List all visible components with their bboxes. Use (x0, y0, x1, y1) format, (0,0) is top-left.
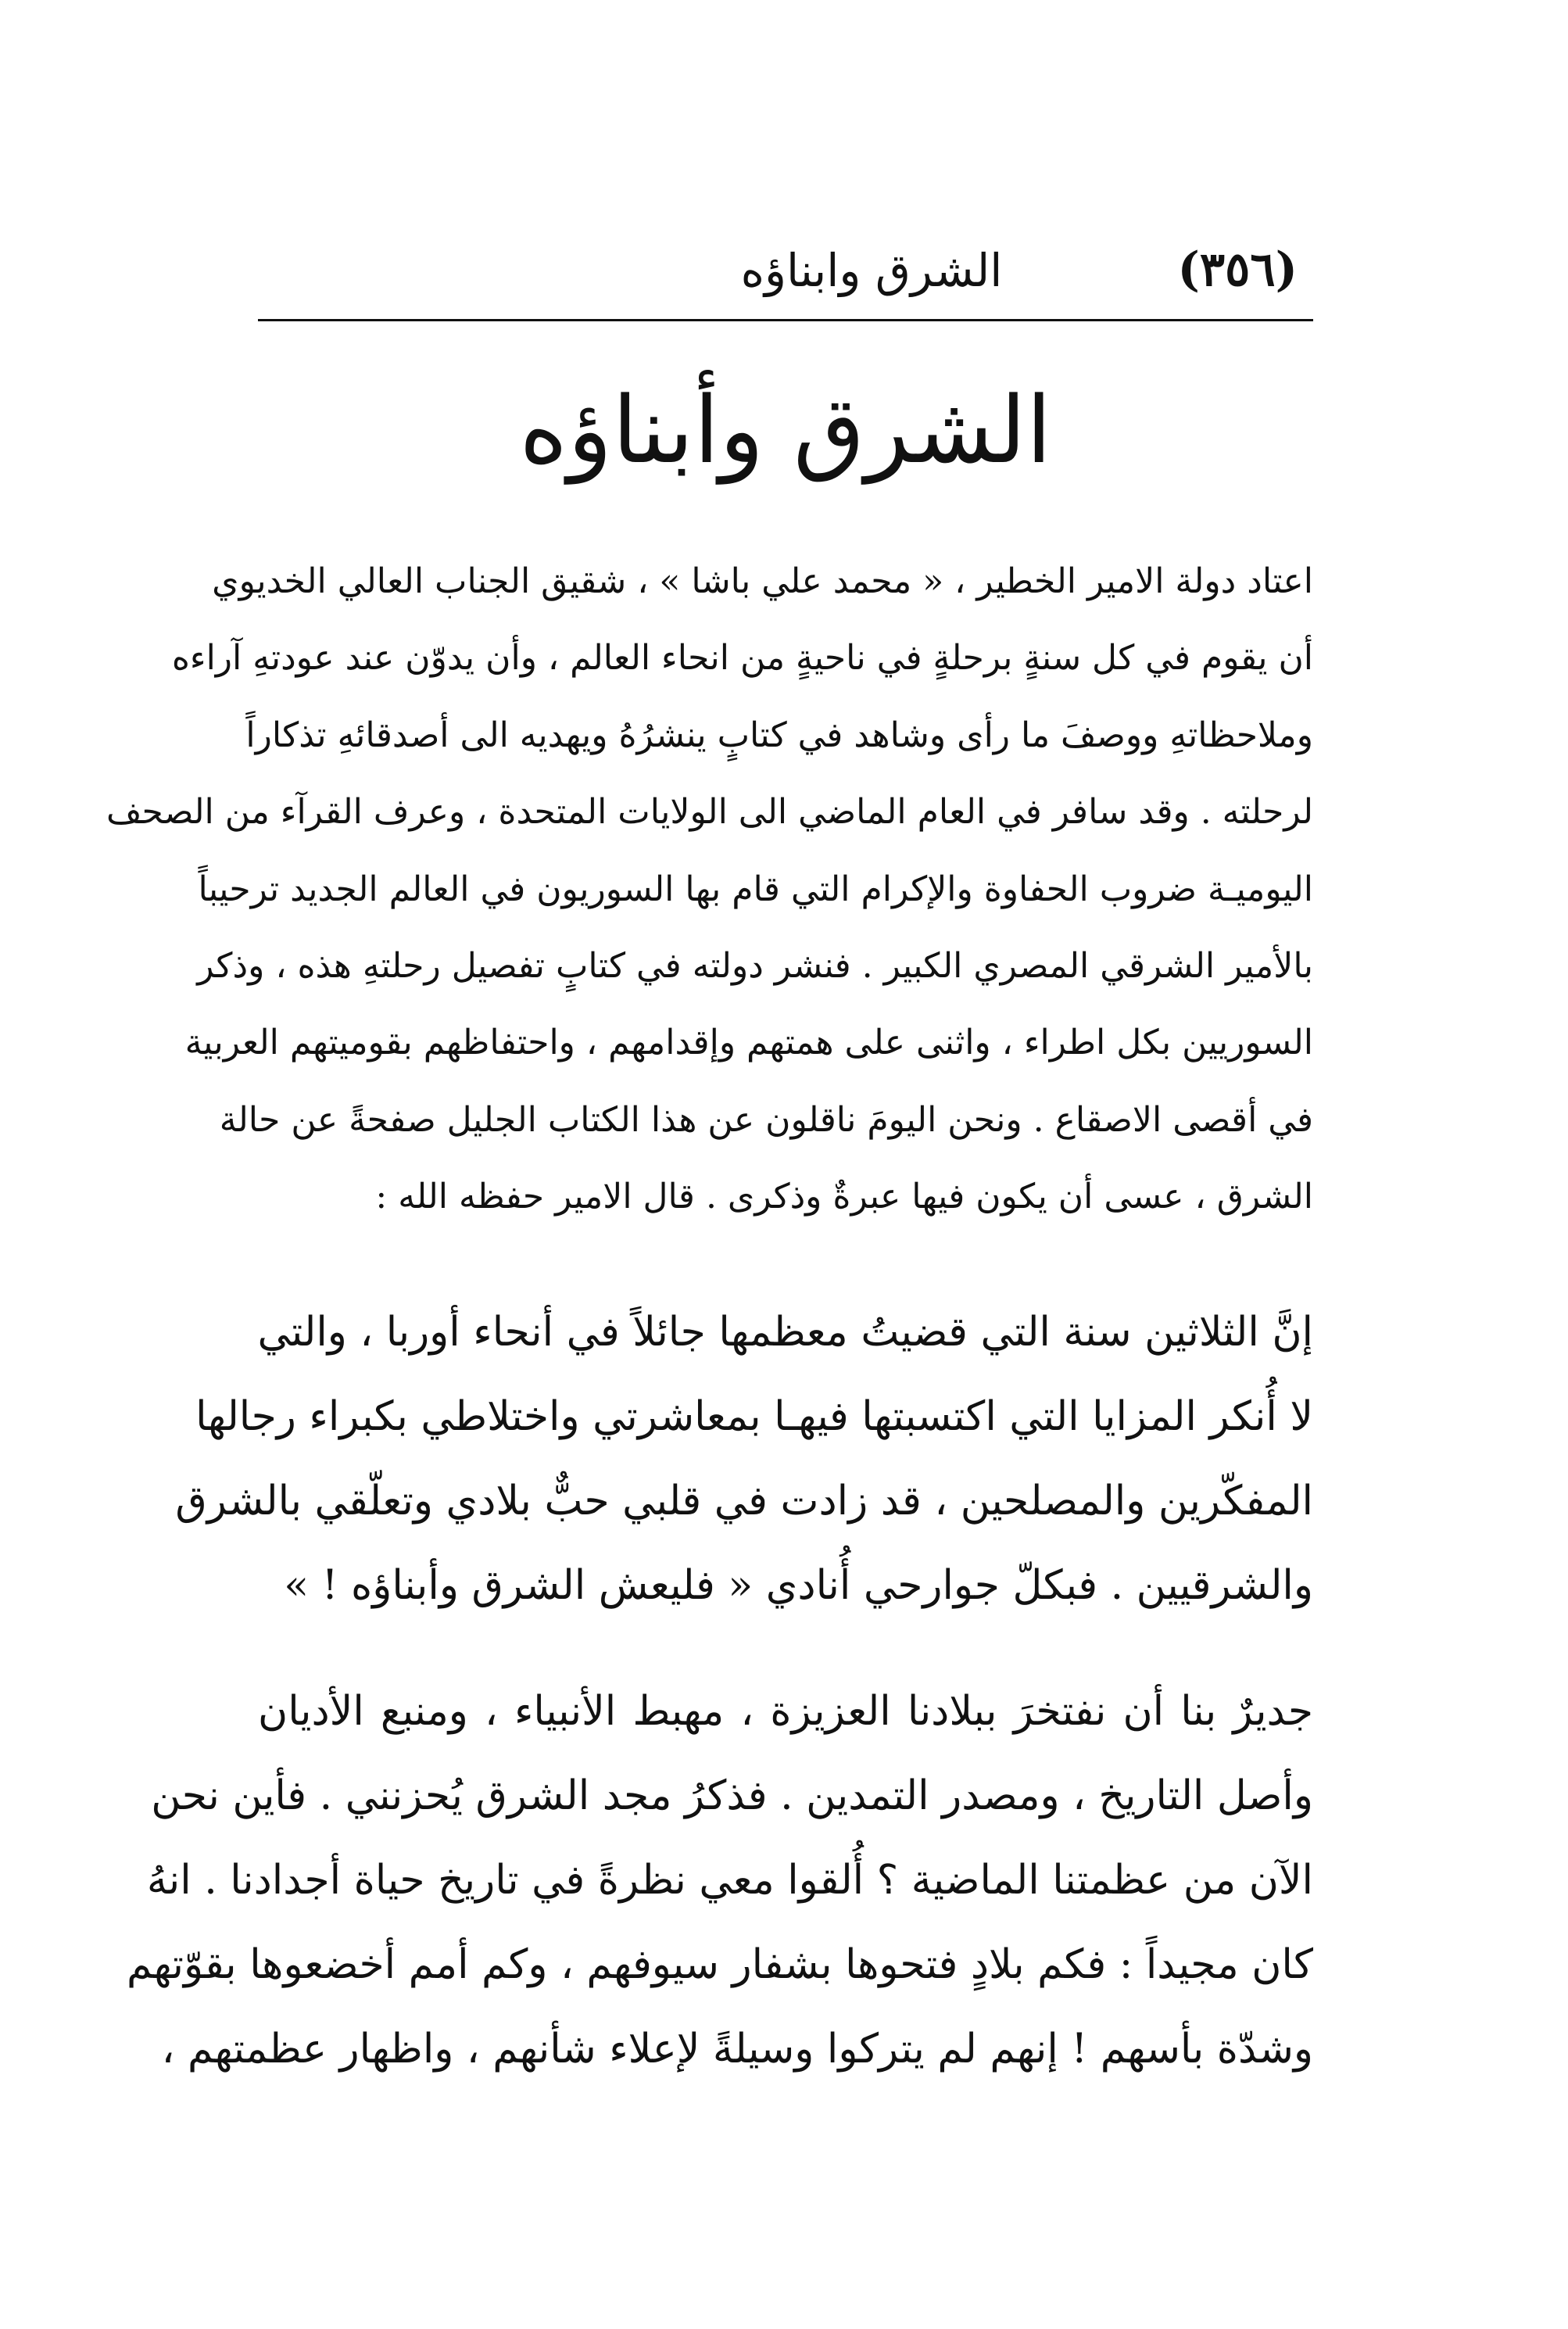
body-line: كان مجيداً : فكم بلادٍ فتحوها بشفار سيوفهم ، وكم أمم أخضعوها بقوّتهم (126, 1941, 1313, 1988)
article-title: الشرق وأبناؤه (519, 376, 1052, 484)
intro-line: الشرق ، عسى أن يكون فيها عبرةٌ وذكرى . قال الامير حفظه الله : (375, 1177, 1313, 1217)
header-divider (258, 319, 1313, 321)
body-paragraph-2 (126, 1669, 1313, 2091)
intro-line: بالأمير الشرقي المصري الكبير . فنشر دولته في كتابٍ تفصيل رحلتهِ هذه ، وذكر (197, 945, 1313, 986)
body-paragraph-1 (175, 1290, 1313, 1628)
body-line: وشدّة بأسهم ! إنهم لم يتركوا وسيلةً لإعلاء شأنهم ، واظهار عظمتهم ، (161, 2026, 1313, 2073)
running-header (258, 235, 1313, 328)
body-line: إنَّ الثلاثين سنة التي قضيتُ معظمها جائلاً في أنحاء أوربا ، والتي (257, 1309, 1313, 1356)
running-title: الشرق وابناؤه (740, 244, 1003, 297)
body-line: وأصل التاريخ ، ومصدر التمدين . فذكرُ مجد الشرق يُحزنني . فأين نحن (151, 1772, 1313, 1819)
intro-line: اليوميـة ضروب الحفاوة والإكرام التي قام بها السوريون في العالم الجديد ترحيباً (198, 869, 1313, 909)
body-line: والشرقيين . فبكلّ جوارحي أُنادي « فليعش الشرق وأبناؤه ! » (284, 1562, 1313, 1609)
body-line: لا أُنكر المزايا التي اكتسبتها فيهـا بمعاشرتي واختلاطي بكبراء رجالها (195, 1393, 1313, 1440)
intro-paragraph (106, 543, 1313, 1236)
intro-line: اعتاد دولة الامير الخطير ، « محمد علي باشا » ، شقيق الجناب العالي الخديوي (212, 561, 1313, 601)
body-line: جديرٌ بنا أن نفتخرَ ببلادنا العزيزة ، مهبط الأنبياء ، ومنبع الأديان (258, 1688, 1313, 1735)
intro-line: لرحلته . وقد سافر في العام الماضي الى الولايات المتحدة ، وعرف القرآء من الصحف (106, 792, 1313, 833)
body-line: الآن من عظمتنا الماضية ؟ أُلقوا معي نظرةً في تاريخ حياة أجدادنا . انهُ (146, 1857, 1313, 1904)
body-line: المفكّرين والمصلحين ، قد زادت في قلبي حبٌّ بلادي وتعلّقي بالشرق (175, 1478, 1313, 1525)
intro-line: وملاحظاتهِ ووصفَ ما رأى وشاهد في كتابٍ ينشرُهُ ويهديه الى أصدقائهِ تذكاراً (245, 715, 1313, 755)
intro-line: في أقصى الاصقاع . ونحن اليومَ ناقلون عن هذا الكتاب الجليل صفحةً عن حالة (219, 1099, 1313, 1140)
page-number: (٣٥٦) (1177, 242, 1298, 297)
intro-line: أن يقوم في كل سنةٍ برحلةٍ في ناحيةٍ من انحاء العالم ، وأن يدوّن عند عودتهِ آراءه (171, 638, 1313, 679)
intro-line: السوريين بكل اطراء ، واثنى على همتهم وإقدامهم ، واحتفاظهم بقوميتهم العربية (184, 1023, 1313, 1063)
